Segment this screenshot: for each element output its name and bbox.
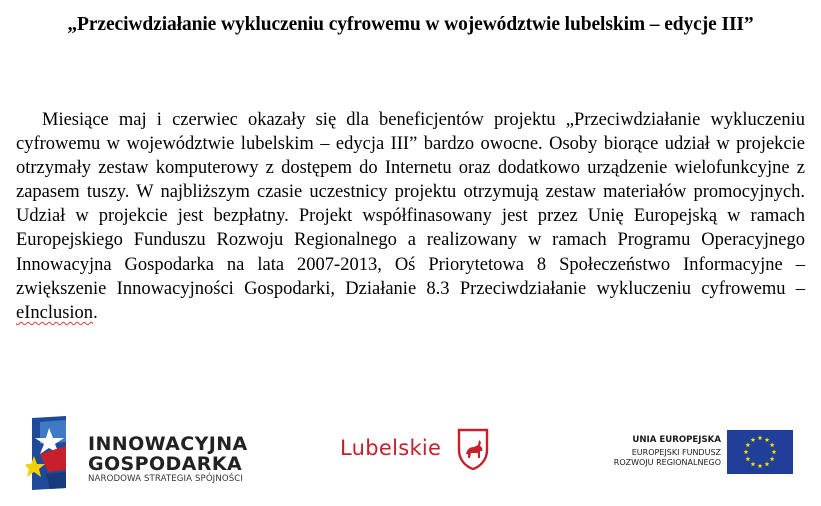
innowacyjna-text: INNOWACYJNA — [88, 433, 248, 455]
eu-flag-icon — [727, 430, 793, 474]
lubelskie-coat-of-arms-icon — [457, 428, 489, 470]
innowacyjna-gospodarka-logo — [26, 416, 266, 490]
ue-region-text: ROZWOJU REGIONALNEGO — [613, 458, 721, 467]
lubelskie-logo — [340, 428, 500, 478]
paragraph-end-punct: . — [93, 302, 98, 323]
gospodarka-text: GOSPODARKA — [88, 453, 243, 475]
ue-fund-text: EUROPEJSKI FUNDUSZ — [631, 448, 721, 457]
lubelskie-text: Lubelskie — [340, 436, 442, 460]
paragraph-text: Miesiące maj i czerwiec okazały się dla beneficjentów projektu „Przeciwdziałanie wykluczeniu cyfrowemu w województwie lubelskim – edycja III” bardzo owocne. Osoby biorące udział w projekcie otrzymały zestaw komputerowy z dostępem do Internetu oraz dodatkowo urządzenie wielofunkcyjne z zapasem tuszy. W najbliższym czasie uczestnicy projektu otrzymują zestaw materiałów promocyjnych. Udział w projekcie jest bezpłatny. Projekt współfinasowany jest przez Unię Europejską w ramach Europejskiego Funduszu Rozwoju Regionalnego a realizowany w ramach Programu Operacyjnego Innowacyjna Gospodarka na lata 2007-2013, Oś Priorytetowa 8 Społeczeństwo Informacyjne – zwiększenie Innowacyjności Gospodarki, Działanie 8.3 Przeciwdziałanie wykluczeniu cyfrowemu – — [16, 110, 805, 299]
eu-logo — [596, 428, 796, 476]
document-title: „Przeciwdziałanie wykluczeniu cyfrowemu w województwie lubelskim – edycje III” — [67, 14, 754, 35]
ue-name-text: UNIA EUROPEJSKA — [632, 435, 721, 445]
main-paragraph — [16, 108, 805, 325]
innovative-economy-star-icon — [26, 416, 84, 490]
einclusion-word: eInclusion — [16, 302, 94, 323]
strategy-text: NARODOWA STRATEGIA SPÓJNOŚCI — [88, 474, 244, 484]
